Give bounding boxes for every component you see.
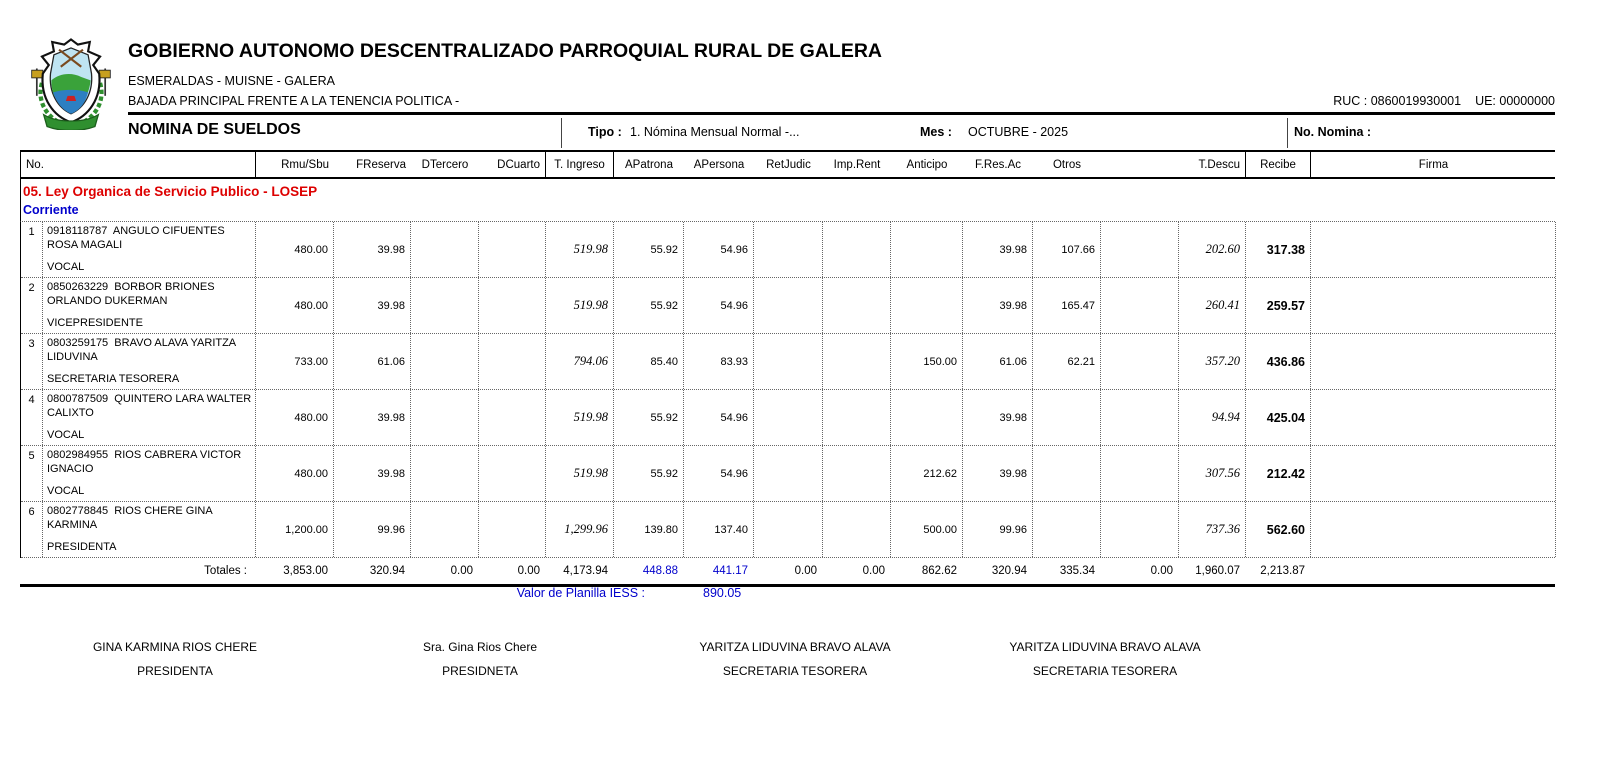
value-cell [823,502,891,557]
value-cell: 83.93 [684,334,754,389]
tipo-value: 1. Nómina Mensual Normal -... [630,125,800,139]
totals-value: 448.88 [642,565,678,577]
subsection-title-corriente: Corriente [20,201,1555,222]
value-cell [823,446,891,501]
totals-label: Totales : [204,565,247,577]
row-number: 1 [21,222,43,277]
col-header-freserva: FReserva [356,158,406,171]
value-cell: 733.00 [256,334,334,389]
row-number: 3 [21,334,43,389]
value-cell: 39.98 [963,390,1033,445]
value-cell: 39.98 [334,278,411,333]
value-cell: 54.96 [684,222,754,277]
table-row [21,446,1555,502]
value-cell [891,278,963,333]
payroll-table [20,150,1555,587]
value-cell: 137.40 [684,502,754,557]
value-cell: 61.06 [334,334,411,389]
signature-title: PRESIDNETA [442,664,518,678]
value-cell [479,502,546,557]
value-cell: 737.36 [1179,502,1246,557]
value-cell: 62.21 [1033,334,1101,389]
row-number: 6 [21,502,43,557]
value-cell: 500.00 [891,502,963,557]
value-cell: 39.98 [334,390,411,445]
value-cell [754,390,823,445]
value-cell: 54.96 [684,278,754,333]
table-row [21,502,1555,558]
mes-value: OCTUBRE - 2025 [968,125,1069,139]
value-cell: 357.20 [1179,334,1246,389]
planilla-iess-line [20,586,1555,600]
employee-cell [43,446,256,501]
employee-position: VOCAL [47,484,85,497]
tipo-label: Tipo : [588,125,622,139]
col-header-apersona: APersona [693,158,745,171]
org-title: GOBIERNO AUTONOMO DESCENTRALIZADO PARROQUIAL RURAL DE GALERA [128,40,883,62]
col-header-dcuarto: DCuarto [479,152,546,177]
firma-cell [1311,334,1556,389]
value-cell: 425.04 [1246,390,1311,445]
value-cell [1101,446,1179,501]
value-cell: 39.98 [963,278,1033,333]
document-title: NOMINA DE SUELDOS [128,121,301,138]
value-cell [1101,222,1179,277]
value-cell: 1,200.00 [256,502,334,557]
value-cell: 480.00 [256,222,334,277]
value-cell: 39.98 [334,222,411,277]
totals-value: 320.94 [991,565,1027,577]
value-cell: 61.06 [963,334,1033,389]
section-title-losep: 05. Ley Organica de Servicio Publico - LOSEP [20,179,1555,201]
value-cell: 94.94 [1179,390,1246,445]
table-body [20,222,1555,558]
table-row [21,390,1555,446]
employee-id-name: 0802778845 RIOS CHERE GINA KARMINA [47,505,216,532]
totals-value: 862.62 [921,565,957,577]
employee-cell [43,278,256,333]
col-header-dtercero: DTercero [421,158,469,171]
value-cell: 54.96 [684,390,754,445]
ue-value: UE: 00000000 [1475,94,1555,108]
col-header-f-res-ac: F.Res.Ac [974,158,1021,171]
totals-value: 441.17 [712,565,748,577]
value-cell: 55.92 [614,278,684,333]
col-header-no: No. [21,152,256,177]
totals-value: 0.00 [450,565,473,577]
col-header-imp-rent: Imp.Rent [833,158,881,171]
value-cell: 55.92 [614,222,684,277]
col-header-otros: Otros [1052,158,1082,171]
value-cell: 85.40 [614,334,684,389]
col-header-rmu-sbu: Rmu/Sbu [281,158,329,171]
numero-nomina-label: No. Nomina : [1294,125,1372,139]
employee-id-name: 0918118787 ANGULO CIFUENTES ROSA MAGALI [47,225,228,252]
value-cell: 794.06 [546,334,614,389]
totals-value: 0.00 [862,565,885,577]
firma-cell [1311,390,1556,445]
value-cell [479,222,546,277]
value-cell: 212.62 [891,446,963,501]
col-header-firma: Firma [1418,158,1449,171]
planilla-iess-value: 890.05 [703,586,742,600]
table-row [21,222,1555,278]
value-cell: 1,299.96 [546,502,614,557]
value-cell: 480.00 [256,390,334,445]
col-header-apatrona: APatrona [625,158,673,171]
value-cell: 307.56 [1179,446,1246,501]
value-cell [479,278,546,333]
signature-block-2 [360,640,600,678]
value-cell: 480.00 [256,446,334,501]
table-header-row [20,150,1555,179]
col-header-recibe: Recibe [1246,152,1311,177]
value-cell [1101,390,1179,445]
value-cell: 259.57 [1246,278,1311,333]
employee-cell [43,222,256,277]
value-cell [479,334,546,389]
signature-name: Sra. Gina Rios Chere [422,640,538,654]
value-cell: 317.38 [1246,222,1311,277]
employee-id-name: 0800787509 QUINTERO LARA WALTER CALIXTO [47,393,255,420]
employee-position: VOCAL [47,260,85,273]
value-cell: 519.98 [546,390,614,445]
value-cell [754,334,823,389]
value-cell [1033,390,1101,445]
value-cell [754,222,823,277]
value-cell [754,278,823,333]
employee-position: PRESIDENTA [47,540,117,553]
signature-name: YARITZA LIDUVINA BRAVO ALAVA [699,640,891,654]
signature-block-1 [55,640,295,678]
signature-title: SECRETARIA TESORERA [722,664,868,678]
value-cell [411,390,479,445]
value-cell: 519.98 [546,222,614,277]
value-cell: 165.47 [1033,278,1101,333]
value-cell: 260.41 [1179,278,1246,333]
mes-label: Mes : [920,125,952,139]
value-cell [411,502,479,557]
totals-value: 335.34 [1059,565,1095,577]
totals-value: 0.00 [1150,565,1173,577]
value-cell: 436.86 [1246,334,1311,389]
value-cell: 39.98 [334,446,411,501]
employee-cell [43,390,256,445]
signature-name: GINA KARMINA RIOS CHERE [92,640,258,654]
firma-cell [1311,278,1556,333]
value-cell [1101,278,1179,333]
employee-position: VICEPRESIDENTE [47,316,143,329]
value-cell: 480.00 [256,278,334,333]
employee-cell [43,502,256,557]
firma-cell [1311,446,1556,501]
value-cell [1101,334,1179,389]
value-cell [411,446,479,501]
firma-cell [1311,222,1556,277]
totals-value: 0.00 [794,565,817,577]
totals-value: 0.00 [517,565,540,577]
table-row [21,334,1555,390]
coat-of-arms-logo [28,36,114,135]
value-cell [823,390,891,445]
value-cell: 99.96 [334,502,411,557]
totals-value: 1,960.07 [1195,565,1240,577]
value-cell: 202.60 [1179,222,1246,277]
value-cell [754,446,823,501]
value-cell [891,390,963,445]
row-number: 4 [21,390,43,445]
employee-position: VOCAL [47,428,85,441]
value-cell: 107.66 [1033,222,1101,277]
ruc-ue-line [1333,94,1555,108]
value-cell [479,446,546,501]
employee-id-name: 0850263229 BORBOR BRIONES ORLANDO DUKERMAN [47,281,218,308]
value-cell [1101,502,1179,557]
planilla-iess-label: Valor de Planilla IESS : [516,586,645,600]
value-cell: 39.98 [963,446,1033,501]
signature-title: SECRETARIA TESORERA [1032,664,1178,678]
signature-block-4 [960,640,1250,678]
value-cell: 150.00 [891,334,963,389]
value-cell [754,502,823,557]
col-header-retjudic: RetJudic [766,158,811,171]
value-cell: 39.98 [963,222,1033,277]
firma-cell [1311,502,1556,557]
employee-id-name: 0802984955 RIOS CABRERA VICTOR IGNACIO [47,449,245,476]
value-cell [891,222,963,277]
value-cell: 139.80 [614,502,684,557]
org-address: BAJADA PRINCIPAL FRENTE A LA TENENCIA POLITICA - [128,94,460,108]
employee-position: SECRETARIA TESORERA [47,372,180,385]
col-header-anticipo: Anticipo [906,158,948,171]
value-cell [823,222,891,277]
value-cell: 55.92 [614,390,684,445]
row-number: 2 [21,278,43,333]
totals-value: 320.94 [369,565,405,577]
totals-value: 2,213.87 [1260,565,1305,577]
band-divider-2 [1287,118,1288,148]
totals-value: 4,173.94 [563,565,608,577]
totals-row [20,558,1555,587]
value-cell [1033,502,1101,557]
ruc-value: RUC : 0860019930001 [1333,94,1462,108]
col-header-t-ingreso: T. Ingreso [546,152,614,177]
employee-cell [43,334,256,389]
table-row [21,278,1555,334]
value-cell: 519.98 [546,278,614,333]
value-cell: 54.96 [684,446,754,501]
col-header-t-descu: T.Descu [1179,152,1246,177]
value-cell [1033,446,1101,501]
header-divider [128,112,1555,115]
value-cell: 99.96 [963,502,1033,557]
row-number: 5 [21,446,43,501]
signature-name: YARITZA LIDUVINA BRAVO ALAVA [1009,640,1201,654]
value-cell [411,334,479,389]
signature-block-3 [650,640,940,678]
value-cell [411,222,479,277]
value-cell [479,390,546,445]
value-cell: 519.98 [546,446,614,501]
value-cell: 562.60 [1246,502,1311,557]
signature-title: PRESIDENTA [137,664,213,678]
value-cell: 212.42 [1246,446,1311,501]
org-location: ESMERALDAS - MUISNE - GALERA [128,74,335,88]
employee-id-name: 0803259175 BRAVO ALAVA YARITZA LIDUVINA [47,337,239,364]
value-cell [823,278,891,333]
value-cell: 55.92 [614,446,684,501]
value-cell [411,278,479,333]
band-divider-1 [561,118,562,148]
totals-value: 3,853.00 [283,565,328,577]
value-cell [823,334,891,389]
